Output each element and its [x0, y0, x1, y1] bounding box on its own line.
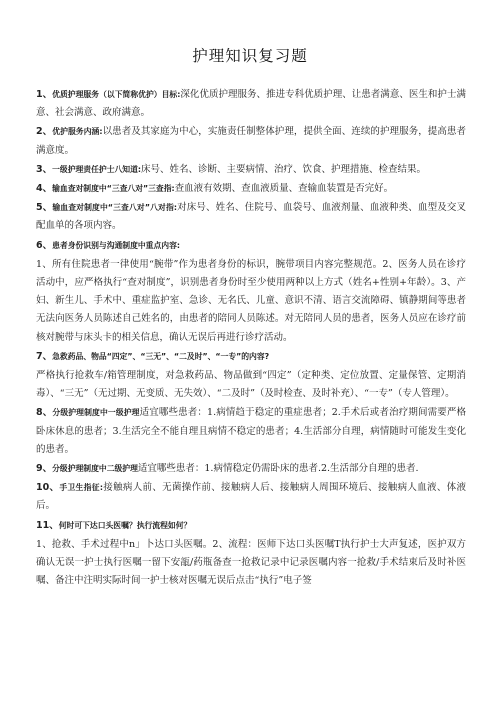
list-item [36, 86, 466, 122]
item-label: 分级护理制度中一级护理 [52, 408, 140, 418]
list-item [36, 348, 466, 366]
list-item [36, 161, 466, 179]
list-item [36, 237, 466, 255]
item-number: 11、 [36, 519, 59, 531]
paragraph: 严格执行抢救车/箱管理制度，对急救药品、物品做到“四定”（定种类、定位放置、定量保管、定期消毒）、“三无”（无过期、无变质、无失效）、“二及时”（及时检查、及时补充）、“一专”（专人管理）。 [36, 370, 466, 400]
item-label: 分级护理制度中二级护理 [52, 464, 138, 474]
item-label: 一级护理责任护士八知道: [52, 164, 142, 174]
item-number: 8、 [36, 407, 53, 419]
item-text: 深化优质护理服务、推进专科优质护理、让患者满意、医生和护士满意、社会满意、政府满意。 [36, 89, 466, 119]
item-number: 2、 [36, 126, 53, 138]
item-text: 对床号、姓名、住院号、血袋号、血液剂量、血液种类、血型及交叉配血单的各项内容。 [36, 202, 466, 232]
item-number: 10、 [36, 482, 60, 494]
item-label: 优护服务内涵: [52, 127, 103, 137]
list-item [36, 180, 466, 198]
item-number: 6、 [36, 239, 53, 251]
item-text: 床号、姓名、诊断、主要病情、治疗、饮食、护理措施、检查结果。 [141, 163, 427, 175]
document-body [36, 86, 466, 591]
paragraph: 1、抢救、手术过程中n」卜达口头医嘱。2、流程：医师下达口头医嘱T执行护士大声复述，医护双方确认无误一护士执行医嘱一留下安瓿/药瓶备查一抢救记录中记录医嘱内容一抢救/手术结束后及时补医嘱、备注中注明实际时间一护士核对医嘱无误后点击“执行”电子签 [36, 538, 466, 587]
list-item [36, 517, 466, 535]
item-text: 适宜哪些患者：1.病情稳定仍需卧床的患者.2.生活部分自理的患者. [137, 463, 419, 475]
item-number: 1、 [36, 89, 53, 100]
item-number: 4、 [36, 183, 53, 195]
list-item [36, 123, 466, 159]
list-item [36, 199, 466, 235]
list-item [36, 404, 466, 459]
item-label: 急救药品、物品“四定”、“三无”、“二及时”、“一专”的内容? [52, 351, 270, 361]
paragraph: 1、所有住院患者一律使用“腕带”作为患者身份的标识，腕带项目内容完整规范。2、医务人员在诊疗活动中，应严格执行“查对制度”，识别患者身份时至少使用两种以上方式（姓名+性别+年龄）。3、产妇、新生儿、手术中、重症监护室、急诊、无名氏、儿童、意识不清、语言交流障碍、镇静期间等患者无法向医务人员陈述自己姓名的，由患者的陪同人员陈述。对无陪同人员的患者，医务人员应在诊疗前核对腕带与床头卡的相关信息，确认无误后再进行诊疗活动。 [36, 258, 466, 343]
item-label: 何时可下达口头医嘱？执行流程如何？ [58, 520, 192, 530]
item-label: 手卫生指征: [59, 483, 103, 493]
item-label: 患者身份识别与沟通制度中重点内容: [52, 240, 180, 250]
item-number: 5、 [36, 202, 53, 214]
item-text: 以患者及其家庭为中心，实施责任制整体护理，提供全面、连续的护理服务，提高患者满意度。 [36, 126, 466, 156]
item-label: 优质护理服务（以下简称优护）目标: [52, 90, 181, 99]
item-number: 3、 [36, 163, 53, 175]
item-label: 输血查对制度中“三查八对”三查指: [52, 184, 175, 194]
list-item [36, 479, 466, 515]
item-number: 7、 [36, 350, 53, 362]
item-label: 输血查对制度中“三查八对”八对指: [52, 203, 178, 213]
item-text: 接触病人前、无菌操作前、接触病人后、接触病人周围环境后、接触病人血液、体液后。 [36, 482, 466, 512]
list-item [36, 460, 466, 478]
item-text: 适宜哪些患者：1.病情趋于稳定的重症患者；2.手术后或者治疗期间需要严格卧床休息的患者；3.生活完全不能自理且病情不稳定的患者；4.生活部分自理，病情随时可能发生变化的患者。 [36, 407, 466, 455]
page-title: 护理知识复习题 [192, 47, 308, 65]
item-number: 9、 [36, 463, 53, 475]
item-text: 查血液有效期、查血液质量、查输血装置是否完好。 [174, 183, 394, 195]
